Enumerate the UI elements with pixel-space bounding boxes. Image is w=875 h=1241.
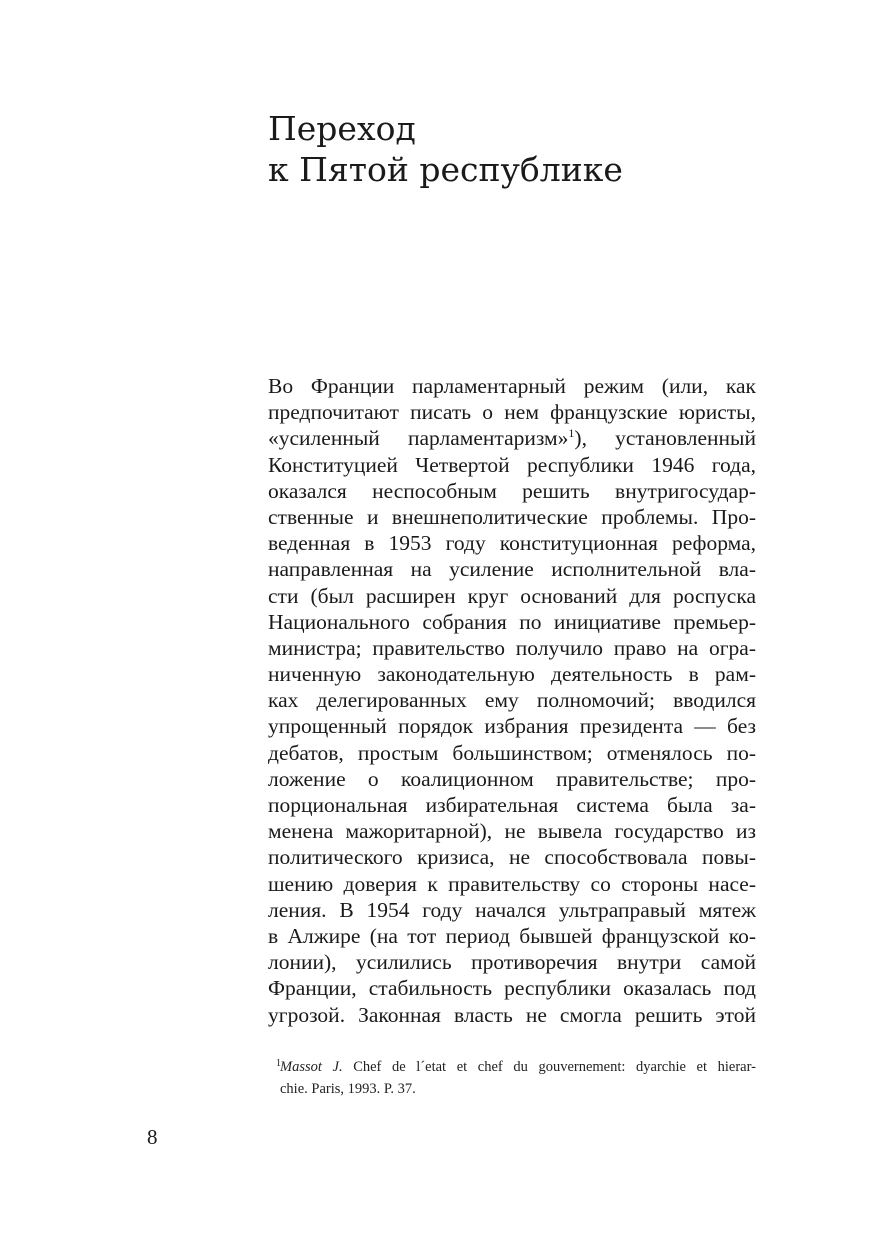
body-line: Национального собрания по инициативе премьер- xyxy=(268,609,756,634)
body-line: Конституцией Четвертой республики 1946 года, xyxy=(268,452,756,477)
body-line: Во Франции парламентарный режим (или, как xyxy=(268,374,756,398)
body-line: ственные и внешнеполитические проблемы. Про- xyxy=(268,504,756,529)
body-line: направленная на усиление исполнительной вла- xyxy=(268,557,756,582)
body-line: Франции, стабильность республики оказалась под xyxy=(268,976,756,1001)
body-line-with-footnote-ref xyxy=(268,425,756,451)
body-line: упрощенный порядок избрания президента — без xyxy=(268,714,756,739)
body-line: угрозой. Законная власть не смогла решить этой xyxy=(268,1002,756,1027)
body-line-part: «усиленный парламентаризм» xyxy=(268,426,569,451)
body-line: министра; правительство получило право на огра- xyxy=(268,635,756,660)
body-paragraph xyxy=(268,373,756,1028)
chapter-title xyxy=(268,108,623,190)
body-line: шению доверия к правительству со стороны насе- xyxy=(268,871,756,896)
body-line: лонии), усилились противоречия внутри самой xyxy=(268,950,756,975)
body-line: ложение о коалиционном правительстве; про- xyxy=(268,766,756,791)
chapter-title-line-1: Переход xyxy=(268,109,416,148)
page-number: 8 xyxy=(147,1125,158,1149)
body-line: ления. В 1954 году начался ультраправый мятеж xyxy=(268,897,756,922)
body-line: порциональная избирательная система была за- xyxy=(268,793,756,817)
footnote-line xyxy=(268,1056,756,1078)
footnote-reference[interactable]: 1 xyxy=(568,426,575,441)
body-line: сти (был расширен круг оснований для роспуска xyxy=(268,583,756,608)
body-line: политического кризиса, не способствовала повы- xyxy=(268,845,756,870)
footnote xyxy=(268,1056,756,1100)
footnote-mark: 1 xyxy=(276,1058,281,1069)
body-line: дебатов, простым большинством; отменялось по- xyxy=(268,740,756,765)
body-line-part: ), установленный xyxy=(574,426,756,451)
body-line: предпочитают писать о нем французские юристы, xyxy=(268,400,756,425)
footnote-text: Chef de l´etat et chef du gouvernement: dyarchie et hierar- xyxy=(342,1059,756,1075)
body-line: веденная в 1953 году конституционная реформа, xyxy=(268,531,756,556)
chapter-title-line-2: к Пятой республике xyxy=(268,150,623,189)
body-line: менена мажоритарной), не вывела государство из xyxy=(268,819,756,844)
footnote-line: chie. Paris, 1993. P. 37. xyxy=(280,1081,416,1097)
body-line: в Алжире (на тот период бывшей французской ко- xyxy=(268,923,756,948)
footnote-author: Massot J. xyxy=(280,1059,343,1075)
body-line: ках делегированных ему полномочий; вводился xyxy=(268,688,756,713)
body-line: оказался неспособным решить внутригосудар- xyxy=(268,478,756,503)
body-line: ниченную законодательную деятельность в рам- xyxy=(268,662,756,687)
